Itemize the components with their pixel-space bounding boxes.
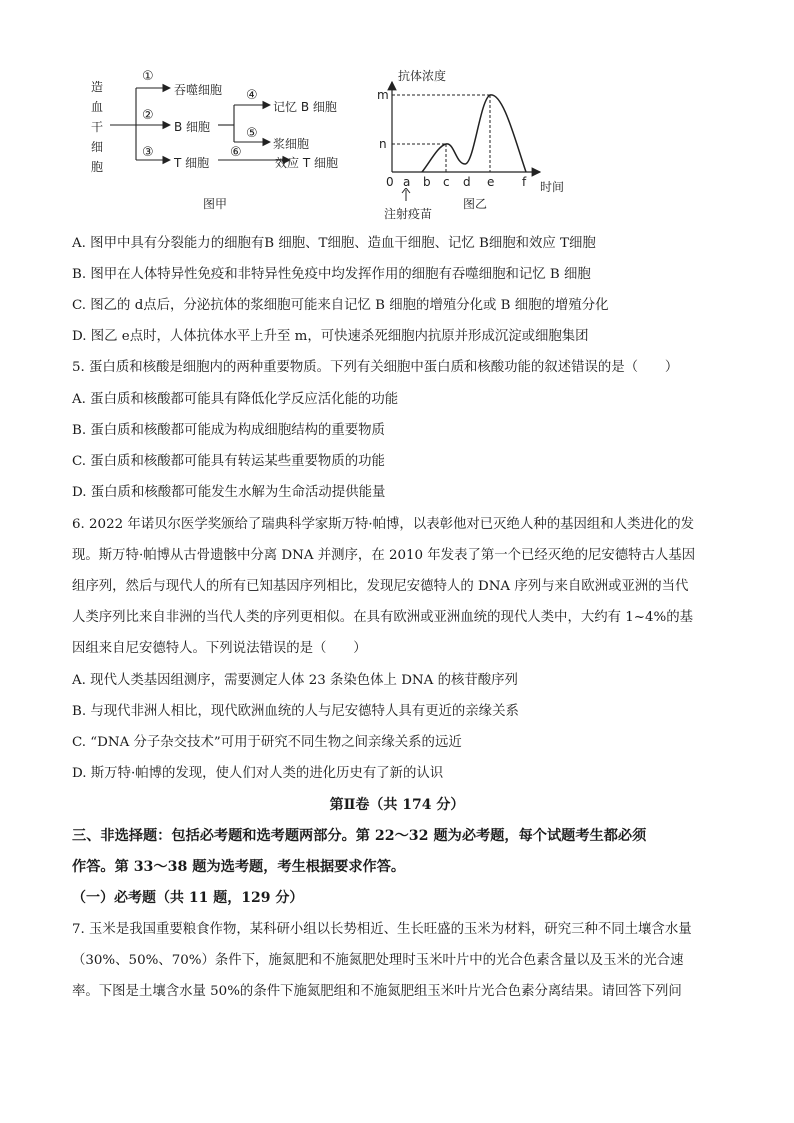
node-memory-b: 记忆 B 细胞 bbox=[273, 100, 337, 114]
source-char: 造 bbox=[91, 80, 104, 94]
y-tick-m: m bbox=[377, 88, 389, 102]
node-plasma-cell: 浆细胞 bbox=[273, 137, 310, 151]
q5-stem: 5. 蛋白质和核酸是细胞内的两种重要物质。下列有关细胞中蛋白质和核酸功能的叙述错误的是（ ） bbox=[72, 360, 679, 375]
x-axis-label: 时间 bbox=[540, 180, 565, 194]
q7-line: 7. 玉米是我国重要粮食作物，某科研小组以长势相近、生长旺盛的玉米为材料，研究三种不同土壤含水量 bbox=[72, 922, 692, 937]
node-t-cell: T 细胞 bbox=[174, 156, 210, 170]
q6-stem-line: 现。斯万特·帕博从古骨遗骸中分离 DNA 并测序，在 2010 年发表了第一个已经灭绝的尼安德特古人基因 bbox=[72, 548, 696, 563]
mark-6: ⑥ bbox=[230, 145, 242, 160]
q6-option-a: A. 现代人类基因组测序，需要测定人体 23 条染色体上 DNA 的核苷酸序列 bbox=[72, 673, 518, 688]
figure-a-caption: 图甲 bbox=[203, 197, 228, 211]
q6-stem-line: 组序列，然后与现代人的所有已知基因序列相比，发现尼安德特人的 DNA 序列与来自欧洲或亚洲的当代 bbox=[72, 579, 689, 594]
q6-option-c: C. “DNA 分子杂交技术”可用于研究不同生物之间亲缘关系的远近 bbox=[72, 735, 462, 750]
q4-option-c: C. 图乙的 d点后，分泌抗体的浆细胞可能来自记忆 B 细胞的增殖分化或 B 细胞的增殖分化 bbox=[72, 298, 609, 313]
q4-option-b: B. 图甲在人体特异性免疫和非特异性免疫中均发挥作用的细胞有吞噬细胞和记忆 B 细胞 bbox=[72, 267, 591, 282]
section3-line: 作答。第 33～38 题为选考题，考生根据要求作答。 bbox=[72, 859, 406, 875]
x-tick-b: b bbox=[423, 175, 431, 189]
mark-1: ① bbox=[142, 69, 154, 84]
section3-line: 三、非选择题：包括必考题和选考题两部分。第 22～32 题为必考题，每个试题考生都必须 bbox=[72, 828, 647, 844]
x-tick-f: f bbox=[522, 175, 527, 189]
section-required-title: （一）必考题（共 11 题，129 分） bbox=[72, 890, 304, 906]
y-tick-n: n bbox=[379, 137, 387, 151]
source-char: 血 bbox=[91, 100, 104, 114]
source-char: 胞 bbox=[91, 160, 104, 174]
mark-4: ④ bbox=[246, 88, 258, 103]
source-char: 干 bbox=[91, 120, 104, 134]
q7-line: （30%、50%、70%）条件下，施氮肥和不施氮肥处理时玉米叶片中的光合色素含量以及玉米的光合速 bbox=[72, 953, 684, 968]
q4-option-a: A. 图甲中具有分裂能力的细胞有B 细胞、T细胞、造血干细胞、记忆 B细胞和效应 T细胞 bbox=[72, 236, 596, 251]
q6-stem-line: 6. 2022 年诺贝尔医学奖颁给了瑞典科学家斯万特·帕博，以表彰他对已灭绝人种的基因组和人类进化的发 bbox=[72, 517, 695, 532]
q6-stem-line: 因组来自尼安德特人。下列说法错误的是（ ） bbox=[72, 641, 367, 656]
mark-3: ③ bbox=[142, 145, 154, 160]
q5-option-a: A. 蛋白质和核酸都可能具有降低化学反应活化能的功能 bbox=[72, 392, 399, 407]
q7-line: 率。下图是土壤含水量 50%的条件下施氮肥组和不施氮肥组玉米叶片光合色素分离结果。请回答下列问 bbox=[72, 984, 682, 999]
q6-stem-line: 人类序列比来自非洲的当代人类的序列更相似。在具有欧洲或亚洲血统的现代人类中，大约有 1~4%的基 bbox=[72, 610, 694, 625]
origin-label: 0 bbox=[386, 175, 394, 189]
node-effector-t: 效应 T 细胞 bbox=[275, 156, 338, 170]
y-axis-label: 抗体浓度 bbox=[398, 69, 447, 83]
node-b-cell: B 细胞 bbox=[174, 120, 211, 134]
q6-option-b: B. 与现代非洲人相比，现代欧洲血统的人与尼安德特人具有更近的亲缘关系 bbox=[72, 704, 519, 719]
q5-option-d: D. 蛋白质和核酸都可能发生水解为生命活动提供能量 bbox=[72, 485, 386, 500]
x-tick-c: c bbox=[443, 175, 450, 189]
q5-option-b: B. 蛋白质和核酸都可能成为构成细胞结构的重要物质 bbox=[72, 423, 385, 438]
x-tick-d: d bbox=[463, 175, 471, 189]
vaccine-annotation: 注射疫苗 bbox=[384, 207, 433, 221]
antibody-curve bbox=[422, 95, 526, 172]
q5-option-c: C. 蛋白质和核酸都可能具有转运某些重要物质的功能 bbox=[72, 454, 385, 469]
q6-option-d: D. 斯万特·帕博的发现，使人们对人类的进化历史有了新的认识 bbox=[72, 766, 444, 781]
part2-title: 第Ⅱ卷（共 174 分） bbox=[329, 797, 465, 813]
figure-a-arrows bbox=[100, 70, 380, 185]
x-tick-a: a bbox=[403, 175, 411, 189]
node-phagocyte: 吞噬细胞 bbox=[174, 83, 223, 97]
mark-2: ② bbox=[142, 108, 154, 123]
source-char: 细 bbox=[91, 140, 104, 154]
figure-b-caption: 图乙 bbox=[463, 197, 488, 211]
mark-5: ⑤ bbox=[246, 126, 258, 141]
q4-option-d: D. 图乙 e点时，人体抗体水平上升至 m，可快速杀死细胞内抗原并形成沉淀或细胞集团 bbox=[72, 329, 589, 344]
x-tick-e: e bbox=[487, 175, 495, 189]
vaccine-arrow bbox=[401, 188, 411, 202]
